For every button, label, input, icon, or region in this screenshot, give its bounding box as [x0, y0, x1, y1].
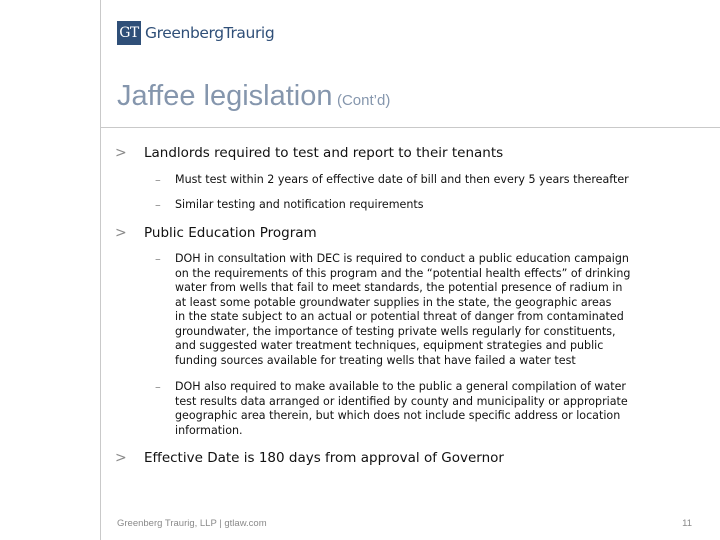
sub-bullet-2-2: [175, 380, 685, 438]
logo-wordmark: GreenbergTraurig: [145, 24, 275, 42]
paragraph-line: DOH also required to make available to the public a general compilation of water: [175, 380, 626, 393]
paragraph-line: funding sources available for treating wells that have failed a water test: [175, 353, 576, 367]
slide-title-suffix: (Cont’d): [336, 92, 391, 109]
bullet-marker-2: >: [115, 225, 127, 241]
greenberg-traurig-logo: [117, 21, 274, 45]
sub-bullet-1-1: Must test within 2 years of effective date of bill and then every 5 years thereafter: [175, 173, 629, 186]
bullet-2-text: Public Education Program: [144, 225, 317, 241]
bullet-3-text: Effective Date is 180 days from approval of Governor: [144, 450, 504, 466]
paragraph-line: groundwater, the importance of testing private wells regularly for constituents,: [175, 324, 616, 338]
page-number: 11: [682, 518, 692, 529]
paragraph-line: information.: [175, 423, 243, 437]
bullet-marker-3: >: [115, 450, 127, 466]
sub-bullet-1-2: Similar testing and notification requirements: [175, 198, 424, 211]
sub-bullet-dash: –: [155, 380, 161, 394]
sub-bullet-dash: –: [155, 252, 161, 266]
paragraph-line: test results data arranged or identified by county and municipality or appropriate: [175, 394, 628, 408]
paragraph-line: and suggested water treatment techniques, equipment strategies and public: [175, 339, 604, 352]
paragraph-line: geographic area therein, but which does not include specific address or location: [175, 409, 621, 422]
sub-bullet-dash: –: [155, 198, 161, 212]
title-divider: [100, 127, 720, 128]
bullet-1-text: Landlords required to test and report to their tenants: [144, 145, 504, 161]
sub-bullet-dash: –: [155, 173, 161, 187]
paragraph-line: in the state subject to an actual or potential threat of danger from contaminated: [175, 310, 624, 323]
bullet-marker-1: >: [115, 145, 127, 161]
left-vertical-rule: [100, 0, 101, 540]
sub-bullet-2-1: [175, 252, 685, 368]
slide-title: [117, 80, 390, 113]
logo-mark: GT: [117, 21, 141, 45]
paragraph-line: DOH in consultation with DEC is required to conduct a public education campaign: [175, 252, 629, 265]
slide-title-main: Jaffee legislation: [117, 80, 333, 112]
paragraph-line: at least some potable groundwater supplies in the state, the geographic areas: [175, 295, 612, 309]
paragraph-line: water from wells that fail to meet standards, the potential presence of radium in: [175, 281, 623, 294]
footer-text: Greenberg Traurig, LLP | gtlaw.com: [117, 518, 267, 529]
paragraph-line: on the requirements of this program and the “potential health effects” of drinking: [175, 266, 631, 280]
